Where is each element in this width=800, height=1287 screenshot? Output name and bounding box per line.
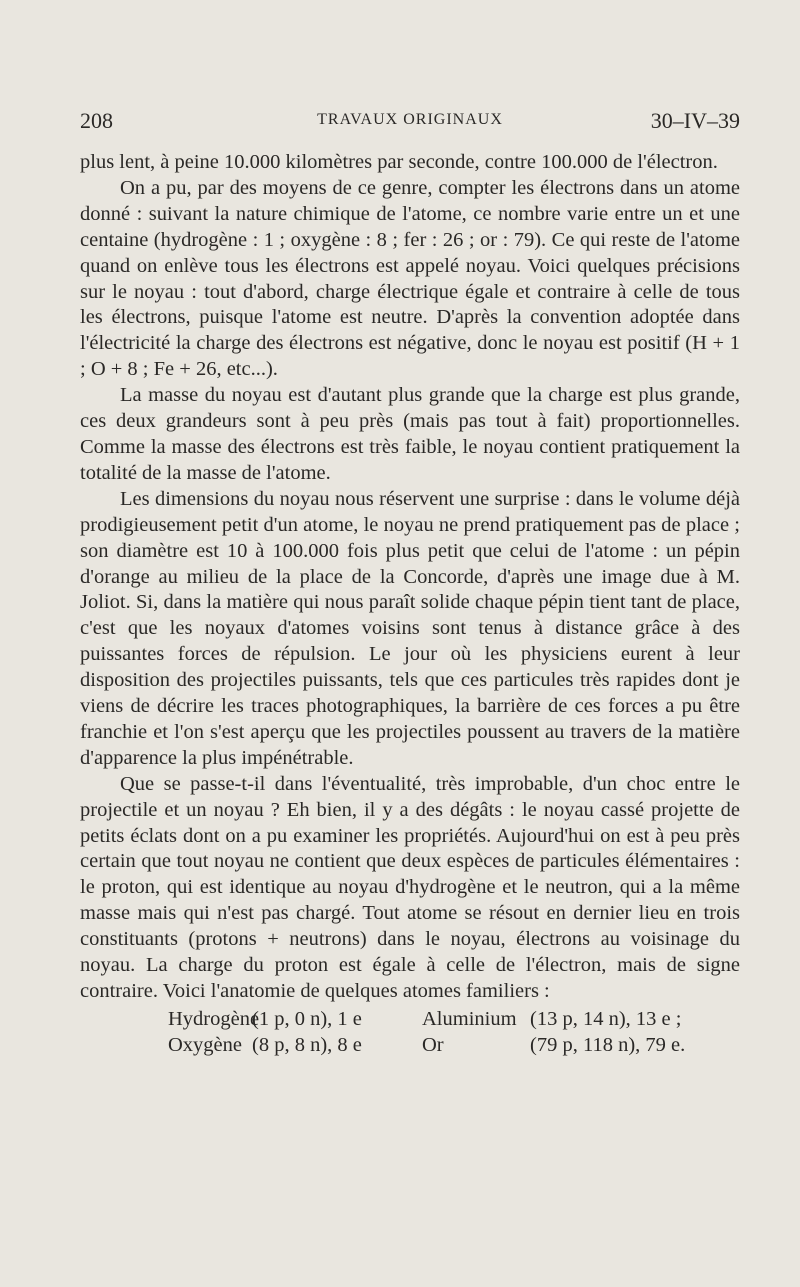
element-name: Aluminium [422,1007,517,1030]
atom-row [80,1007,740,1033]
element-name: Oxygène [168,1033,243,1056]
element-composition: (79 p, 118 n), 79 e. [530,1033,686,1056]
element-composition: (13 p, 14 n), 13 e ; [530,1007,682,1030]
paragraph: Les dimensions du noyau nous réservent une surprise : dans le volume déjà prodigieusement petit d'un atome, le noyau ne prend pratiquement pas de place ; son diamètre est 10 à 100.000 fois plus petit que celui de l'atome : un pépin d'orange au milieu de la place de la Concorde, d'après une image due à M. Joliot. Si, dans la matière qui nous paraît solide chaque pépin tient tant de place, c'est que les noyaux d'atomes voisins sont tenus à distance grâce à des puissantes forces de répulsion. Le jour où les physiciens eurent à leur disposition des projectiles puissants, tels que ces particules très rapides dont je viens de décrire les traces photographiques, la barrière de ces forces a pu être franchie et l'on s'est aperçu que les projectiles poussent au travers de la matière d'apparence la plus impénétrable. [80,487,740,769]
paragraph: On a pu, par des moyens de ce genre, compter les électrons dans un atome donné : suivant la nature chimique de l'atome, ce nombre varie entre un et une centaine (hydrogène : 1 ; oxygène : 8 ; fer : 26 ; or : 79). Ce qui reste de l'atome quand on enlève tous les électrons est appelé noyau. Voici quelques précisions sur le noyau : tout d'abord, charge électrique égale et contraire à celle de tous les électrons, puisque l'atome est neutre. D'après la convention adoptée dans l'électricité la charge des électrons est négative, donc le noyau est positif (H + 1 ; O + 8 ; Fe + 26, etc...). [80,176,740,381]
atom-row [80,1033,740,1059]
article-body [80,150,740,1059]
paragraph: Que se passe-t-il dans l'éventualité, très improbable, d'un choc entre le projectile et un noyau ? Eh bien, il y a des dégâts : le noyau cassé projette de petits éclats dont on a pu examiner les propriétés. Aujourd'hui on est à peu près certain que tout noyau ne contient que deux espèces de particules élémentaires : le proton, qui est identique au noyau d'hydrogène et le neutron, qui a la même masse mais qui n'est pas chargé. Tout atome se résout en dernier lieu en trois constituants (protons + neutrons) dans le noyau, électrons au voisinage du noyau. La charge du proton est égale à celle de l'électron, mais de signe contraire. Voici l'anatomie de quelques atomes familiers : [80,772,740,1002]
running-title: TRAVAUX ORIGINAUX [317,111,503,128]
paragraph: plus lent, à peine 10.000 kilomètres par seconde, contre 100.000 de l'électron. [80,151,718,173]
element-composition: (8 p, 8 n), 8 e [252,1033,362,1056]
running-header [80,108,740,138]
element-composition: (1 p, 0 n), 1 e [252,1007,362,1030]
issue-date: 30–IV–39 [650,108,740,133]
atom-composition-list [80,1007,740,1059]
element-name: Or [422,1033,444,1056]
element-name: Hydrogène [168,1007,260,1030]
page-number: 208 [80,108,113,133]
paragraph: La masse du noyau est d'autant plus grande que la charge est plus grande, ces deux grandeurs sont à peu près (mais pas tout à fait) proportionnelles. Comme la masse des électrons est très faible, le noyau contient pratiquement la totalité de la masse de l'atome. [80,384,740,484]
